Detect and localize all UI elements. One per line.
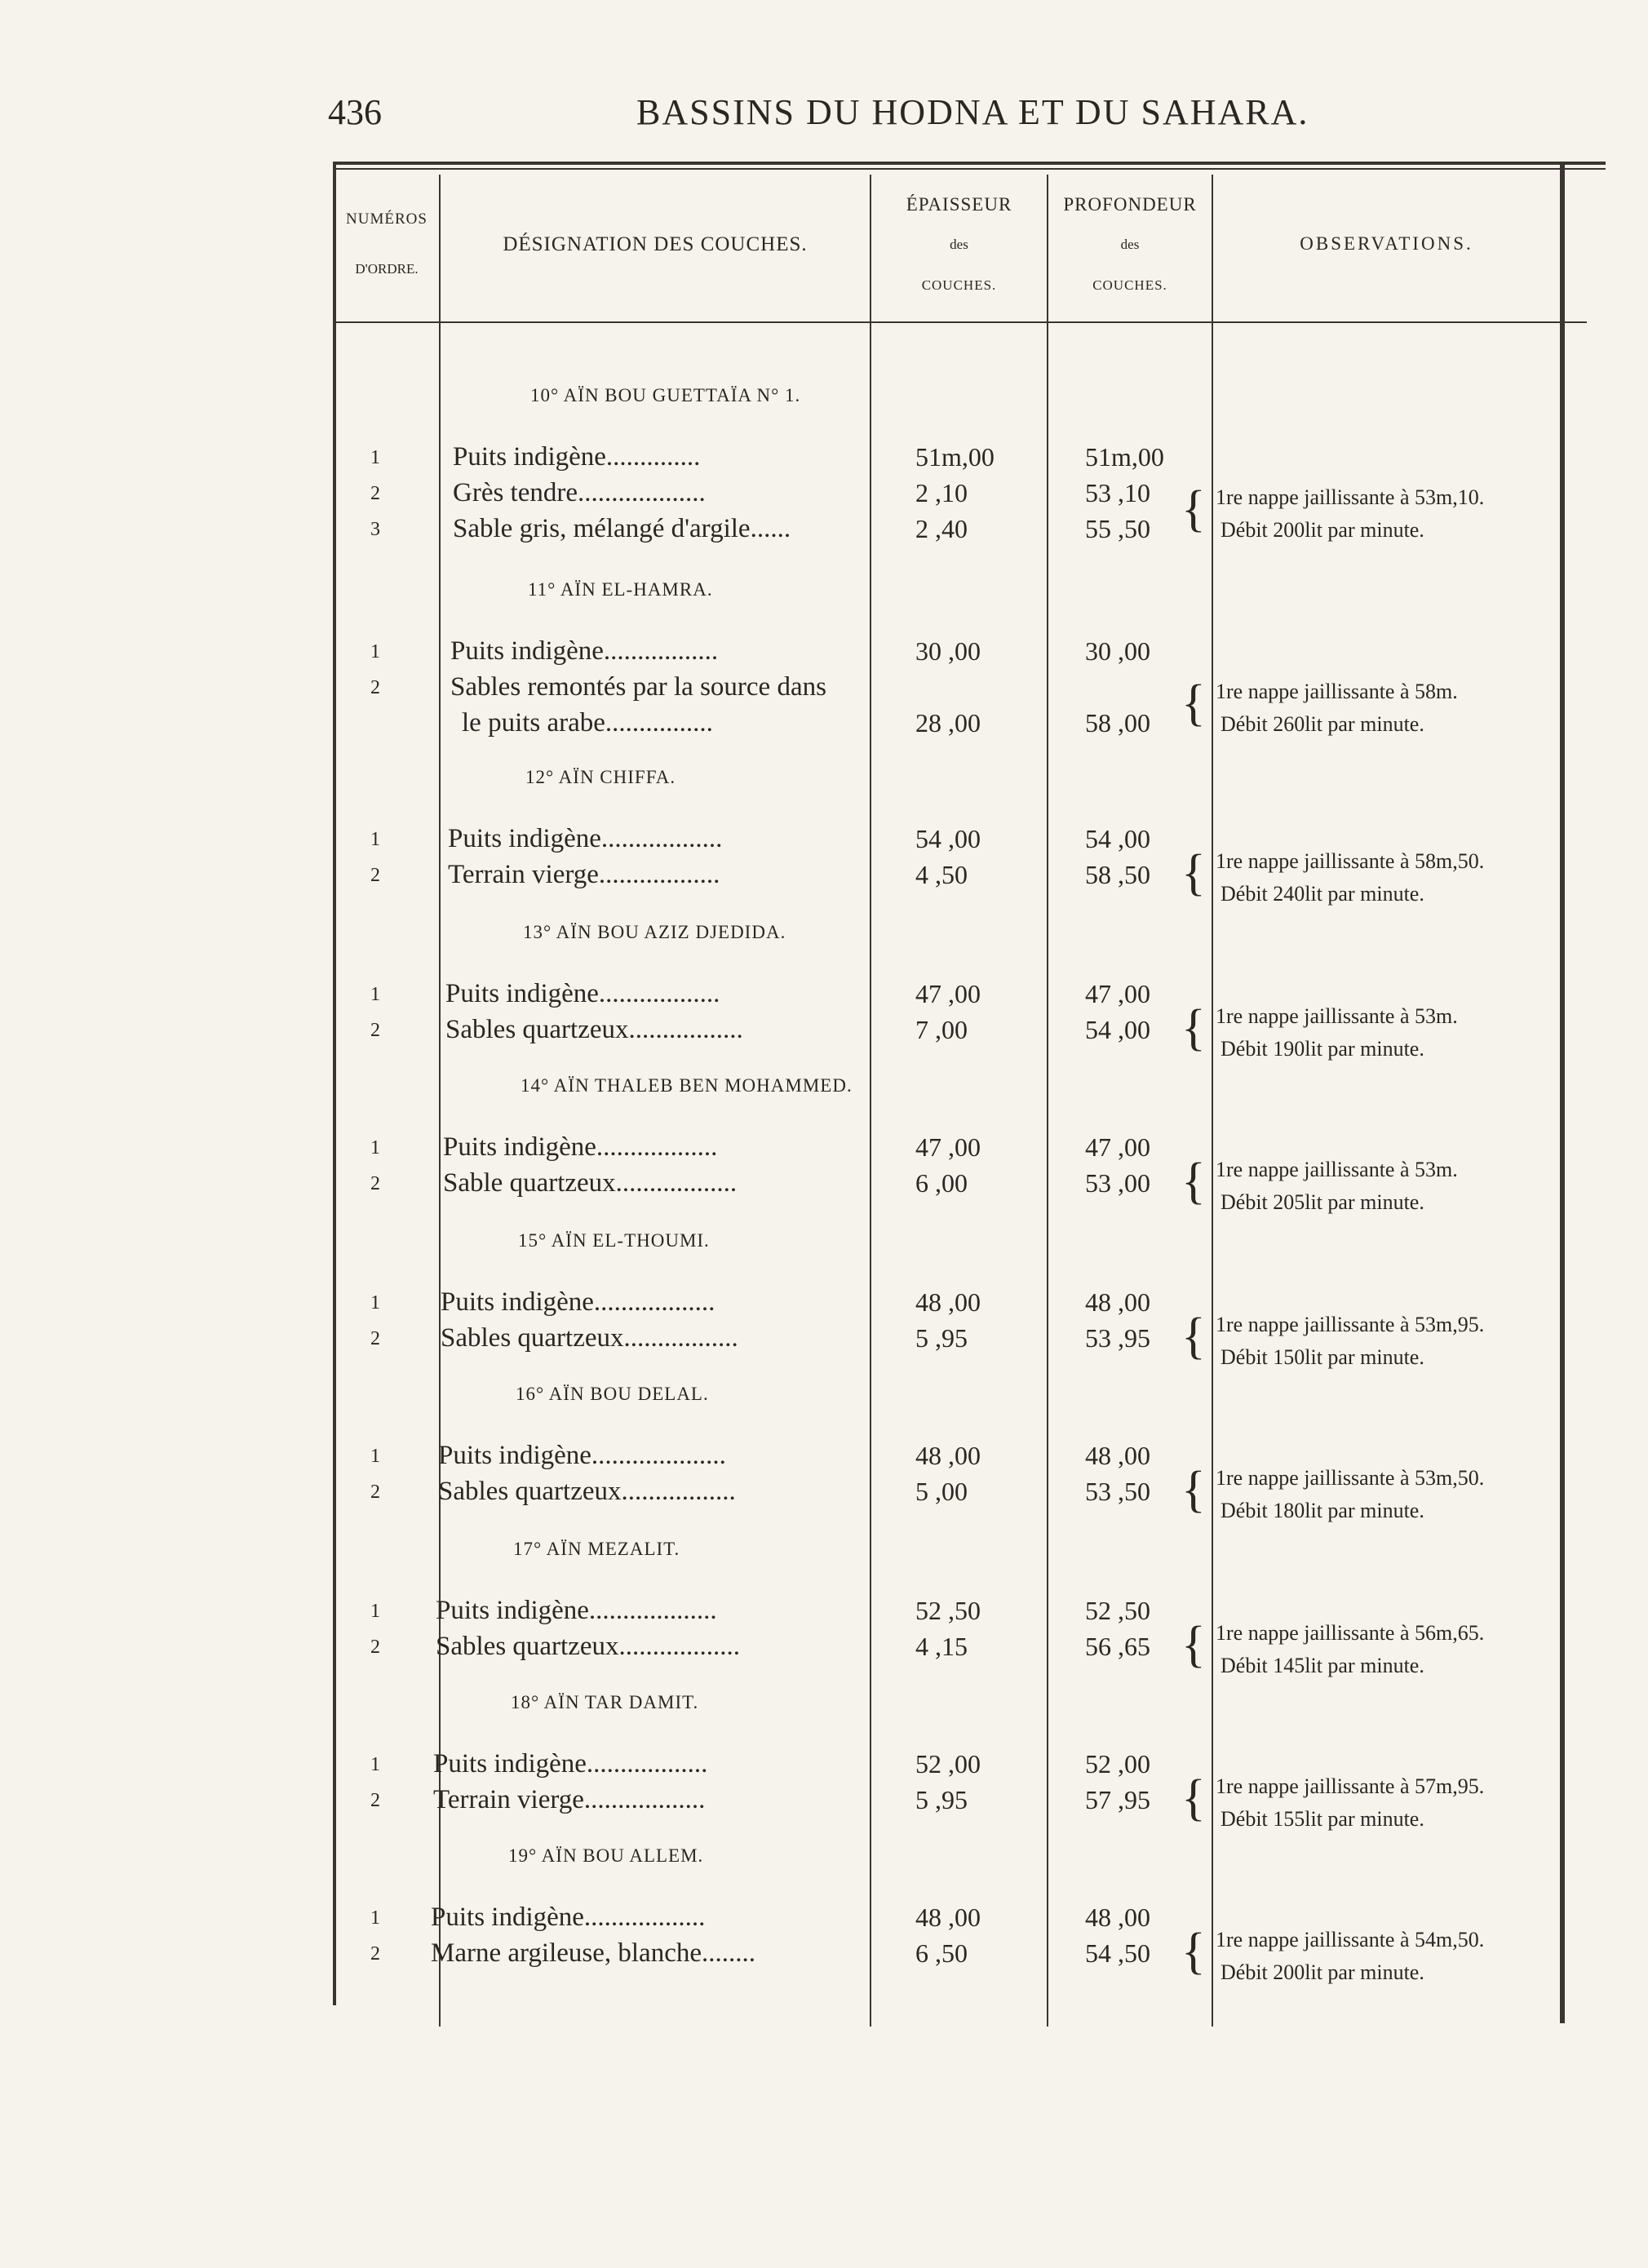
header-profondeur-couches: COUCHES. <box>1092 277 1167 293</box>
depth-value: 56 ,65 <box>1085 1632 1150 1661</box>
observation-line-2: Débit 190lit par minute. <box>1220 1036 1424 1061</box>
row-number: 1 <box>370 1754 380 1775</box>
layer-name: Sables quartzeux................. <box>438 1477 736 1506</box>
thickness-value: 5 ,95 <box>915 1785 968 1814</box>
section-title: 17° AÏN MEZALIT. <box>513 1539 680 1559</box>
depth-value: 54 ,00 <box>1085 1015 1150 1044</box>
brace-symbol: { <box>1181 1616 1206 1672</box>
thickness-value: 6 ,00 <box>915 1168 968 1198</box>
thickness-value: 4 ,50 <box>915 860 968 889</box>
depth-value: 57 ,95 <box>1085 1785 1150 1814</box>
layer-name: Puits indigène.................. <box>441 1287 715 1317</box>
observation-line-1: 1re nappe jaillissante à 54m,50. <box>1216 1927 1485 1951</box>
thickness-value: 30 ,00 <box>915 636 981 666</box>
row-number: 2 <box>370 1328 380 1349</box>
thickness-value: 7 ,00 <box>915 1015 968 1044</box>
section-title: 10° AÏN BOU GUETTAÏA N° 1. <box>530 385 801 405</box>
layer-name-continued: le puits arabe................ <box>462 708 713 738</box>
brace-symbol: { <box>1181 481 1206 537</box>
section-title: 18° AÏN TAR DAMIT. <box>511 1692 699 1712</box>
observation-line-1: 1re nappe jaillissante à 56m,65. <box>1216 1620 1485 1645</box>
observation-line-2: Débit 150lit par minute. <box>1220 1344 1424 1369</box>
section-title: 11° AÏN EL-HAMRA. <box>528 579 713 600</box>
brace-symbol: { <box>1181 1308 1206 1364</box>
header-epaisseur-couches: COUCHES. <box>921 277 997 293</box>
observation-line-1: 1re nappe jaillissante à 58m,50. <box>1216 848 1485 873</box>
row-number: 1 <box>370 1137 380 1158</box>
table-top-border <box>334 162 1606 165</box>
row-number: 1 <box>370 1292 380 1313</box>
section-title: 13° AÏN BOU AZIZ DJEDIDA. <box>523 922 786 942</box>
col-rule-2 <box>870 175 871 2027</box>
thickness-value: 47 ,00 <box>915 1132 981 1162</box>
row-number: 1 <box>370 641 380 662</box>
observation-line-2: Débit 260lit par minute. <box>1220 711 1424 736</box>
layer-name: Terrain vierge.................. <box>433 1785 706 1814</box>
layer-name: Puits indigène................. <box>450 636 719 666</box>
depth-value: 55 ,50 <box>1085 514 1150 543</box>
thickness-value: 48 ,00 <box>915 1287 981 1317</box>
layer-name: Puits indigène.................. <box>448 824 723 853</box>
header-profondeur-des: des <box>1120 237 1140 252</box>
brace-symbol: { <box>1181 844 1206 901</box>
layer-name: Grès tendre................... <box>453 478 706 507</box>
thickness-value: 51m,00 <box>915 442 995 472</box>
layer-name: Puits indigène................... <box>436 1596 717 1625</box>
brace-symbol: { <box>1181 1923 1206 1979</box>
thickness-value: 6 ,50 <box>915 1938 968 1968</box>
thickness-value: 52 ,50 <box>915 1596 981 1625</box>
observation-line-2: Débit 180lit par minute. <box>1220 1498 1424 1522</box>
observation-line-2: Débit 145lit par minute. <box>1220 1653 1424 1677</box>
row-number: 1 <box>370 984 380 1005</box>
header-epaisseur-des: des <box>950 237 968 252</box>
header-profondeur: PROFONDEUR <box>1063 194 1197 215</box>
section-title: 16° AÏN BOU DELAL. <box>516 1384 709 1404</box>
thickness-value: 2 ,10 <box>915 478 968 507</box>
layer-name: Sables quartzeux................. <box>441 1323 738 1353</box>
thickness-value: 48 ,00 <box>915 1441 981 1470</box>
thickness-value: 47 ,00 <box>915 979 981 1008</box>
brace-symbol: { <box>1181 999 1206 1056</box>
table-right-border <box>1560 162 1565 2023</box>
table-top-border-inner <box>334 168 1606 170</box>
thickness-value: 5 ,95 <box>915 1323 968 1353</box>
depth-value: 58 ,50 <box>1085 860 1150 889</box>
observation-line-2: Débit 205lit par minute. <box>1220 1189 1424 1214</box>
depth-value: 54 ,00 <box>1085 824 1150 853</box>
running-title: BASSINS DU HODNA ET DU SAHARA. <box>636 92 1309 132</box>
observation-line-1: 1re nappe jaillissante à 57m,95. <box>1216 1774 1485 1798</box>
observation-line-1: 1re nappe jaillissante à 58m. <box>1216 679 1458 703</box>
layer-name: Puits indigène.................... <box>438 1441 726 1470</box>
observation-line-1: 1re nappe jaillissante à 53m,50. <box>1216 1465 1485 1490</box>
section-title: 14° AÏN THALEB BEN MOHAMMED. <box>521 1075 853 1096</box>
header-designation: DÉSIGNATION DES COUCHES. <box>503 233 808 255</box>
layer-name: Puits indigène.................. <box>445 979 720 1008</box>
row-number: 2 <box>370 1943 380 1965</box>
depth-value: 54 ,50 <box>1085 1938 1150 1968</box>
header-bottom-rule <box>334 321 1587 323</box>
layer-name: Puits indigène.................. <box>431 1903 706 1932</box>
layer-name: Puits indigène.............. <box>453 442 701 472</box>
depth-value: 48 ,00 <box>1085 1441 1150 1470</box>
thickness-value: 4 ,15 <box>915 1632 968 1661</box>
col-rule-4 <box>1212 175 1213 2027</box>
header-observations: OBSERVATIONS. <box>1300 233 1473 254</box>
page-number: 436 <box>328 92 382 132</box>
header-epaisseur: ÉPAISSEUR <box>906 194 1012 215</box>
depth-value: 47 ,00 <box>1085 1132 1150 1162</box>
layer-name: Sables quartzeux................. <box>445 1015 743 1044</box>
depth-value: 53 ,50 <box>1085 1477 1150 1506</box>
layer-name: Terrain vierge.................. <box>448 860 720 889</box>
row-number: 1 <box>370 1907 380 1929</box>
observation-line-1: 1re nappe jaillissante à 53m. <box>1216 1157 1458 1181</box>
header-numeros: NUMÉROS <box>346 210 428 228</box>
depth-value: 48 ,00 <box>1085 1903 1150 1932</box>
brace-symbol: { <box>1181 1770 1206 1826</box>
depth-value: 52 ,00 <box>1085 1749 1150 1779</box>
thickness-value: 5 ,00 <box>915 1477 968 1506</box>
depth-value: 51m,00 <box>1085 442 1164 472</box>
col-rule-3 <box>1047 175 1048 2027</box>
row-number: 2 <box>370 1637 380 1658</box>
row-number: 1 <box>370 829 380 850</box>
depth-value: 52 ,50 <box>1085 1596 1150 1625</box>
observation-line-2: Débit 240lit par minute. <box>1220 881 1424 906</box>
layer-name: Marne argileuse, blanche........ <box>431 1938 755 1968</box>
row-number: 2 <box>370 483 380 504</box>
thickness-value: 2 ,40 <box>915 514 968 543</box>
layer-name: Sables quartzeux.................. <box>436 1632 741 1661</box>
row-number: 1 <box>370 447 380 468</box>
row-number: 1 <box>370 1601 380 1622</box>
row-number: 2 <box>370 677 380 698</box>
brace-symbol: { <box>1181 1461 1206 1517</box>
layer-name: Sable gris, mélangé d'argile...... <box>453 514 791 543</box>
depth-value: 53 ,00 <box>1085 1168 1150 1198</box>
layer-name: Sables remontés par la source dans <box>450 672 826 702</box>
depth-value: 53 ,95 <box>1085 1323 1150 1353</box>
observation-line-1: 1re nappe jaillissante à 53m,10. <box>1216 485 1485 509</box>
layer-name: Sable quartzeux.................. <box>443 1168 738 1198</box>
depth-value: 48 ,00 <box>1085 1287 1150 1317</box>
layer-name: Puits indigène.................. <box>433 1749 708 1779</box>
header-dordre: D'ORDRE. <box>355 261 419 277</box>
table-left-border <box>333 162 336 2005</box>
row-number: 2 <box>370 1482 380 1503</box>
row-number: 1 <box>370 1446 380 1467</box>
section-title: 15° AÏN EL-THOUMI. <box>518 1230 710 1251</box>
thickness-value: 48 ,00 <box>915 1903 981 1932</box>
row-number: 2 <box>370 1173 380 1194</box>
observation-line-2: Débit 200lit par minute. <box>1220 517 1424 542</box>
depth-value: 30 ,00 <box>1085 636 1150 666</box>
row-number: 2 <box>370 865 380 886</box>
depth-value: 53 ,10 <box>1085 478 1150 507</box>
observation-line-1: 1re nappe jaillissante à 53m. <box>1216 1003 1458 1028</box>
observation-line-2: Débit 200lit par minute. <box>1220 1960 1424 1984</box>
thickness-value: 52 ,00 <box>915 1749 981 1779</box>
observation-line-1: 1re nappe jaillissante à 53m,95. <box>1216 1312 1485 1336</box>
brace-symbol: { <box>1181 675 1206 731</box>
observation-line-2: Débit 155lit par minute. <box>1220 1806 1424 1831</box>
section-title: 12° AÏN CHIFFA. <box>525 767 676 787</box>
row-number: 3 <box>370 519 380 540</box>
section-title: 19° AÏN BOU ALLEM. <box>508 1845 704 1866</box>
row-number: 2 <box>370 1020 380 1041</box>
thickness-value: 28 ,00 <box>915 708 981 738</box>
depth-value: 47 ,00 <box>1085 979 1150 1008</box>
brace-symbol: { <box>1181 1153 1206 1209</box>
depth-value: 58 ,00 <box>1085 708 1150 738</box>
layer-name: Puits indigène.................. <box>443 1132 718 1162</box>
thickness-value: 54 ,00 <box>915 824 981 853</box>
row-number: 2 <box>370 1790 380 1811</box>
